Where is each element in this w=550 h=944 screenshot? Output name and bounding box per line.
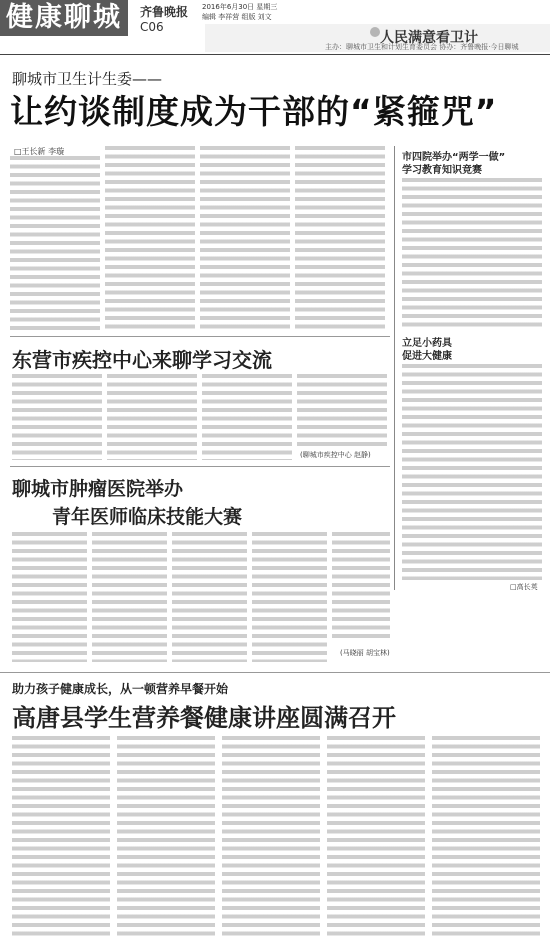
story3-divider: [10, 466, 390, 467]
story2-column-2: [107, 374, 197, 460]
paper-name: 齐鲁晚报: [140, 5, 189, 19]
section-title: 健康聊城: [0, 0, 128, 36]
header-divider: [0, 54, 550, 55]
sidebar-divider: [394, 146, 395, 590]
slogan-banner: [205, 24, 550, 52]
page-header: [0, 0, 550, 66]
story4-divider: [0, 672, 550, 673]
story4-column-3: [222, 736, 320, 936]
story4-headline: 高唐县学生营养餐健康讲座圆满召开: [12, 704, 396, 732]
story3-column-5: [332, 532, 390, 642]
sidebar-item1-body: [402, 178, 542, 328]
lead-column-4: [295, 146, 385, 330]
lead-byline: □王长新 李璇: [14, 147, 65, 156]
sidebar-item2-author: □高长英: [510, 583, 538, 591]
story4-column-5: [432, 736, 540, 936]
lead-kicker: 聊城市卫生计生委——: [12, 70, 163, 88]
sidebar-item2-title: 立足小药具: [402, 338, 452, 349]
issue-date: 2016年6月30日 星期三: [202, 3, 278, 11]
lead-column-2: [105, 146, 195, 330]
banner-slogan: 人民满意看卫计: [380, 30, 478, 46]
story3-headline-2: 青年医师临床技能大赛: [52, 506, 243, 528]
story3-column-4: [252, 532, 327, 662]
story4-column-2: [117, 736, 215, 936]
story2-headline: 东营市疾控中心来聊学习交流: [12, 348, 272, 372]
story2-column-1: [12, 374, 102, 460]
lead-headline: 让约谈制度成为干部的“紧箍咒”: [10, 92, 498, 131]
lead-column-3: [200, 146, 290, 330]
lead-column-1: [10, 156, 100, 330]
story2-column-3: [202, 374, 292, 460]
story3-column-3: [172, 532, 247, 662]
sidebar-item1-title: 市四院举办“两学一做”: [402, 152, 506, 163]
story2-column-4: [297, 374, 387, 446]
story3-column-2: [92, 532, 167, 662]
banner-hosts: 主办：聊城市卫生和计划生育委员会 协办：齐鲁晚报·今日聊城: [325, 43, 519, 51]
story3-signoff: (马晓丽 胡宝林): [340, 649, 390, 657]
story4-column-1: [12, 736, 110, 936]
page-code: C06: [140, 20, 164, 34]
story3-headline-1: 聊城市肿瘤医院举办: [12, 478, 184, 500]
emblem-icon: [370, 27, 380, 37]
story2-divider: [10, 336, 390, 337]
sidebar-item2-title2: 促进大健康: [402, 351, 452, 362]
sidebar-item2-body: [402, 364, 542, 580]
story4-column-4: [327, 736, 425, 936]
sidebar-item1-title2: 学习教育知识竞赛: [402, 165, 482, 176]
story4-kicker: 助力孩子健康成长，从一顿营养早餐开始: [12, 682, 229, 696]
story3-column-1: [12, 532, 87, 662]
story2-signoff: (聊城市疾控中心 赵静): [300, 451, 371, 459]
editors-line: 编辑 李祥营 组版 刘文: [202, 13, 272, 21]
